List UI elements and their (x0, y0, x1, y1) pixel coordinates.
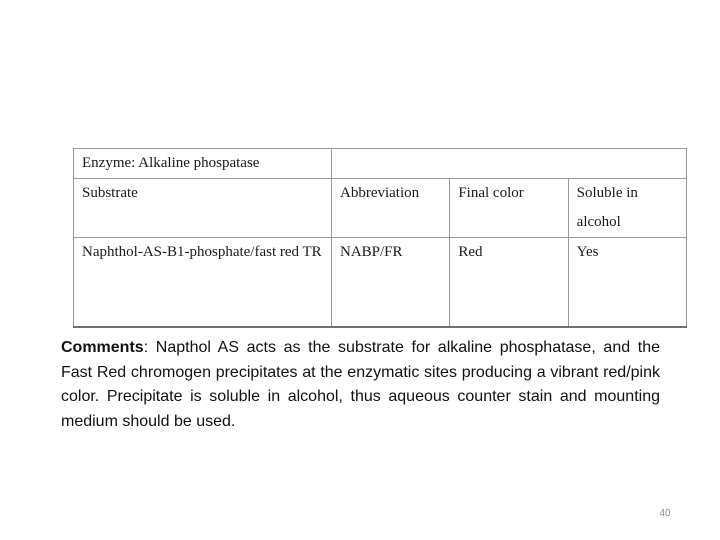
abbreviation-cell: NABP/FR (332, 238, 450, 328)
enzyme-table (73, 148, 687, 328)
soluble-cell: Yes (568, 238, 686, 328)
enzyme-value: : Alkaline phospatase (131, 155, 260, 171)
final-color-cell: Red (450, 238, 568, 328)
substrate-cell: Naphthol-AS-B1-phosphate/fast red TR (74, 238, 332, 328)
table-header-row (74, 179, 687, 238)
comments-text: : Napthol AS acts as the substrate for alkaline phosphatase, and the Fast Red chromogen precipitates at the enzymatic sites producing a vibrant red/pink color. Precipitate is soluble in alcohol, thus aqueous counter stain and mounting medium should be used. (61, 339, 660, 430)
column-header: Substrate (74, 179, 332, 238)
enzyme-label: Enzyme (82, 155, 132, 171)
column-header: Abbreviation (332, 179, 450, 238)
table-row (74, 149, 687, 179)
enzyme-cell (74, 149, 332, 179)
column-header: Soluble in alcohol (568, 179, 686, 238)
column-header: Final color (450, 179, 568, 238)
comments-label: Comments (61, 339, 144, 356)
table-row (74, 238, 687, 328)
empty-cell (332, 149, 687, 179)
page-number: 40 (659, 508, 671, 519)
comments-paragraph (61, 336, 660, 434)
